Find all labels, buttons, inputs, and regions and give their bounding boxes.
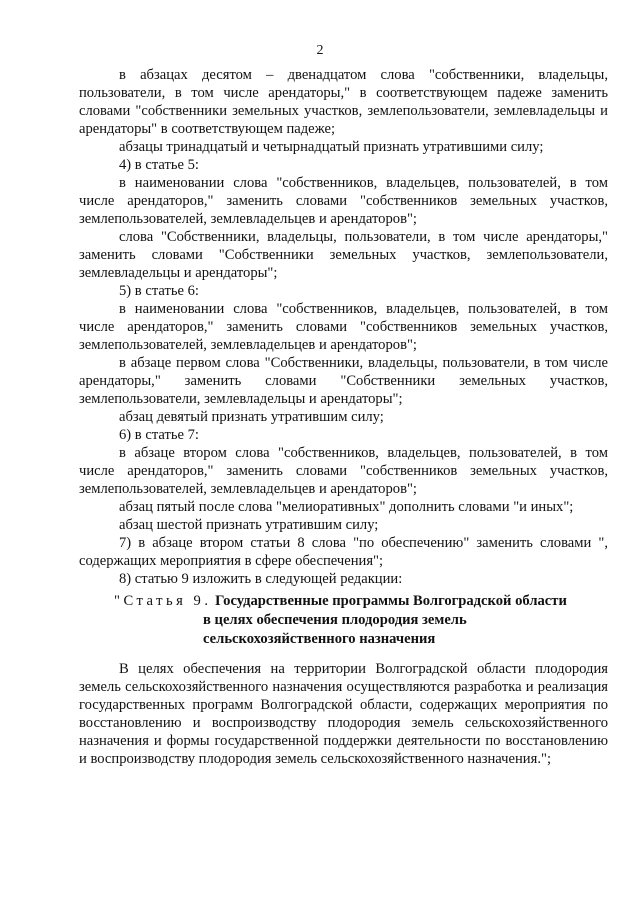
paragraph: в наименовании слова "собственников, владельцев, пользователей, в том числе арендаторов," заменить словами "собственников земельных участков, землепользователей, землевладельцев и арендаторов"; — [79, 175, 608, 227]
paragraph: слова "Собственники, владельцы, пользователи, в том числе арендаторы," заменить словами "Собственники земельных участков, землепользователи, землевладельцы и арендаторы"; — [79, 229, 608, 281]
paragraph: 7) в абзаце втором статьи 8 слова "по обеспечению" заменить словами ", содержащих мероприятия в сфере обеспечения"; — [79, 535, 608, 569]
article-title-line-1: Государственные программы Волгоградской области — [215, 593, 567, 609]
paragraph: абзац пятый после слова "мелиоративных" дополнить словами "и иных"; — [119, 499, 574, 515]
amendments-text — [79, 66, 608, 588]
article-title-line-3: сельскохозяйственного назначения — [203, 631, 436, 647]
article-heading — [114, 592, 614, 649]
paragraph: в абзаце втором слова "собственников, владельцев, пользователей, в том числе арендаторов," заменить словами "собственников земельных участков, землепользователей, землевладельцев и арендаторов"; — [79, 445, 608, 497]
article-body — [79, 660, 608, 768]
paragraph: в абзаце первом слова "Собственники, владельцы, пользователи, в том числе арендаторы," заменить словами "Собственники земельных участков, землепользователи, землевладельцы и арендаторы"; — [79, 355, 608, 407]
paragraph: 4) в статье 5: — [119, 157, 199, 173]
paragraph: В целях обеспечения на территории Волгоградской области плодородия земель сельскохозяйственного назначения осуществляются разработка и реализация государственных программ Волгоградской области, содержащих мероприятия по восстановлению и воспроизводству плодородия земель сельскохозяйственного назначения и формы государственной поддержки деятельности по восстановлению и воспроизводству плодородия земель сельскохозяйственного назначения."; — [79, 661, 608, 767]
paragraph: 8) статью 9 изложить в следующей редакции: — [119, 571, 403, 587]
article-title-line-2: в целях обеспечения плодородия земель — [203, 612, 467, 628]
paragraph: абзац девятый признать утратившим силу; — [119, 409, 384, 425]
paragraph: абзац шестой признать утратившим силу; — [119, 517, 379, 533]
page-number: 2 — [316, 43, 324, 58]
paragraph: 6) в статье 7: — [119, 427, 199, 443]
paragraph: в абзацах десятом – двенадцатом слова "собственники, владельцы, пользователи, в том числе арендаторы," в соответствующем падеже заменить словами "собственники земельных участков, землепользователи, землевладельцы и арендаторы" в соответствующем падеже; — [79, 67, 608, 137]
paragraph: в наименовании слова "собственников, владельцев, пользователей, в том числе арендаторов," заменить словами "собственников земельных участков, землепользователей, землевладельцев и арендаторов"; — [79, 301, 608, 353]
article-label: "Статья 9. — [114, 593, 212, 609]
paragraph: абзацы тринадцатый и четырнадцатый признать утратившими силу; — [119, 139, 544, 155]
paragraph: 5) в статье 6: — [119, 283, 199, 299]
